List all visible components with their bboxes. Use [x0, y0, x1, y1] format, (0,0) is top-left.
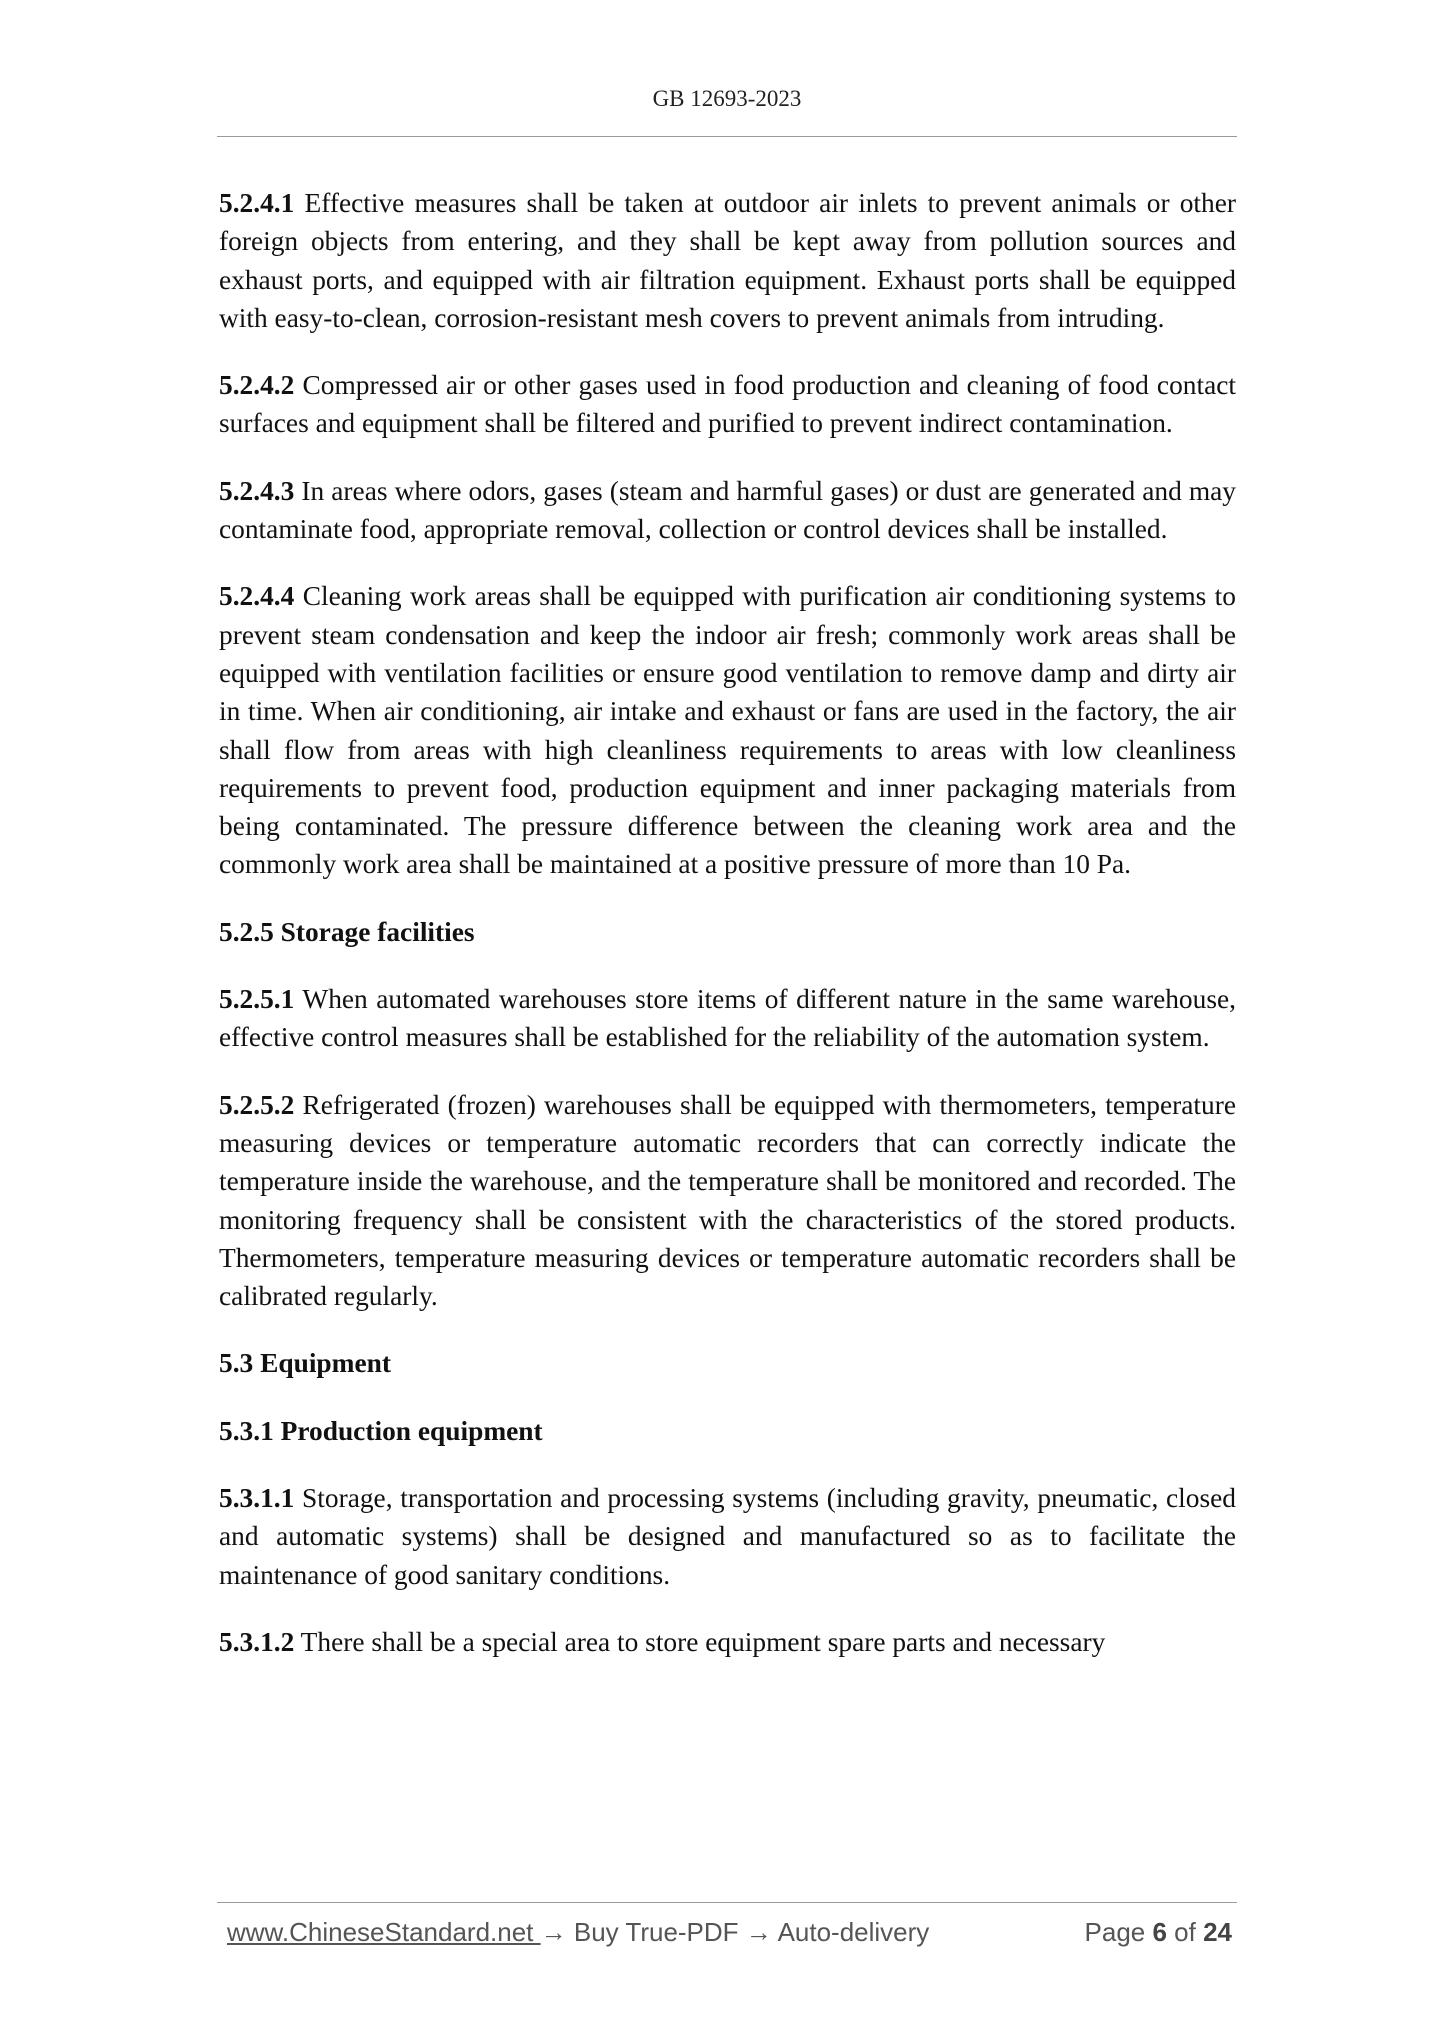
- clause-number: 5.2.4.4: [219, 581, 295, 612]
- clause-number: 5.2.4.3: [219, 475, 295, 506]
- clause-text: Compressed air or other gases used in food production and cleaning of food contact surfaces and equipment shall be filtered and purified to prevent indirect contamination.: [219, 370, 1236, 439]
- current-page: 6: [1152, 1917, 1167, 1947]
- clause-number: 5.2.5.1: [219, 984, 295, 1015]
- arrow-right-icon: →: [745, 1917, 772, 1947]
- clause-number: 5.3.1.2: [219, 1626, 295, 1657]
- clause-paragraph: [219, 980, 1236, 1057]
- clause-paragraph: [219, 472, 1236, 549]
- clause-number: 5.2.4.2: [219, 370, 295, 401]
- website-link[interactable]: www.ChineseStandard.net: [227, 1917, 541, 1947]
- page-label: Page: [1084, 1917, 1153, 1947]
- clause-text: Refrigerated (frozen) warehouses shall be equipped with thermometers, temperature measuring devices or temperature automatic recorders that can correctly indicate the temperature inside the warehouse, and the temperature shall be monitored and recorded. The monitoring frequency shall be consistent with the characteristics of the stored products. Thermometers, temperature measuring devices or temperature automatic recorders shall be calibrated regularly.: [219, 1089, 1236, 1312]
- page-of-label: of: [1166, 1917, 1204, 1947]
- clause-text: Cleaning work areas shall be equipped with purification air conditioning systems to prevent steam condensation and keep the indoor air fresh; commonly work areas shall be equipped with ventilation facilities or ensure good ventilation to remove damp and dirty air in time. When air conditioning, air intake and exhaust or fans are used in the factory, the air shall flow from areas with high cleanliness requirements to areas with low cleanliness requirements to prevent food, production equipment and inner packaging materials from being contaminated. The pressure difference between the cleaning work area and the commonly work area shall be maintained at a positive pressure of more than 10 Pa.: [219, 581, 1236, 880]
- section-heading: 5.2.5 Storage facilities: [219, 916, 475, 947]
- document-body: [219, 184, 1236, 1690]
- total-pages: 24: [1203, 1917, 1232, 1947]
- section-heading: 5.3.1 Production equipment: [219, 1415, 543, 1446]
- clause-paragraph: [219, 1086, 1236, 1316]
- clause-paragraph: [219, 184, 1236, 337]
- section-heading: 5.3 Equipment: [219, 1348, 391, 1379]
- footer-divider: [217, 1902, 1237, 1903]
- header-divider: [217, 136, 1237, 137]
- clause-number: 5.2.5.2: [219, 1089, 295, 1120]
- clause-paragraph: [219, 1623, 1236, 1661]
- clause-paragraph: [219, 577, 1236, 883]
- clause-text: Effective measures shall be taken at outdoor air inlets to prevent animals or other foreign objects from entering, and they shall be kept away from pollution sources and exhaust ports, and equipped with air filtration equipment. Exhaust ports shall be equipped with easy-to-clean, corrosion-resistant mesh covers to prevent animals from intruding.: [219, 188, 1236, 333]
- buy-true-pdf-text: Buy True-PDF: [566, 1917, 746, 1947]
- arrow-right-icon: →: [540, 1917, 567, 1947]
- clause-number: 5.2.4.1: [219, 188, 295, 218]
- auto-delivery-text: Auto-delivery: [771, 1917, 930, 1947]
- footer-promo: [227, 1917, 929, 1948]
- clause-text: In areas where odors, gases (steam and harmful gases) or dust are generated and may contaminate food, appropriate removal, collection or control devices shall be installed.: [219, 475, 1236, 545]
- clause-number: 5.3.1.1: [219, 1483, 295, 1514]
- clause-paragraph: [219, 366, 1236, 443]
- page-header: GB 12693-2023: [652, 86, 802, 111]
- clause-text: There shall be a special area to store equipment spare parts and necessary: [294, 1626, 1106, 1657]
- clause-text: Storage, transportation and processing systems (including gravity, pneumatic, closed and automatic systems) shall be designed and manufactured so as to facilitate the maintenance of good sanitary conditions.: [219, 1483, 1236, 1590]
- clause-paragraph: [219, 1479, 1236, 1594]
- clause-text: When automated warehouses store items of different nature in the same warehouse, effective control measures shall be established for the reliability of the automation system.: [219, 984, 1236, 1053]
- page-number: [1085, 1917, 1232, 1948]
